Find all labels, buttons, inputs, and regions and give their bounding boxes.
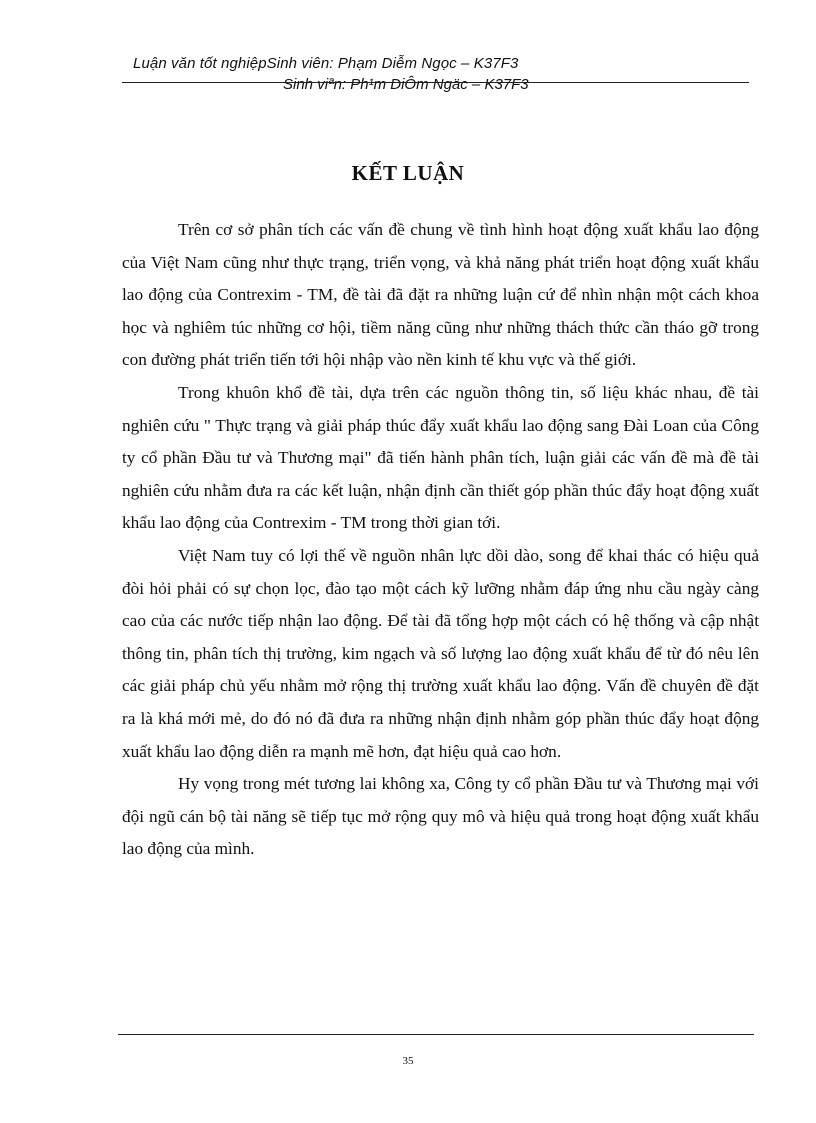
page-number: 35 (402, 1055, 414, 1067)
footer-divider (118, 1034, 754, 1035)
paragraph-4: Hy vọng trong mét tương lai không xa, Công ty cổ phần Đầu tư và Thương mại với đội ngũ cán bộ tài năng sẽ tiếp tục mở rộng quy mô và hiệu quả trong hoạt động xuất khẩu lao động của mình. (122, 774, 759, 859)
paragraph-1: Trên cơ sở phân tích các vấn đề chung về tình hình hoạt động xuất khẩu lao động của Việt Nam cũng như thực trạng, triển vọng, và khả năng phát triển hoạt động xuất khẩu lao động của Contrexim - TM, đề tài đã đặt ra những luận cứ để nhìn nhận một cách khoa học và nghiêm túc những cơ hội, tiềm năng cũng như những thách thức cần tháo gỡ trong con đường phát triển tiến tới hội nhập vào nền kinh tế khu vực và thế giới. (122, 220, 759, 370)
paragraph-2: Trong khuôn khổ đề tài, dựa trên các nguồn thông tin, số liệu khác nhau, đề tài nghiên cứu " Thực trạng và giải pháp thúc đẩy xuất khẩu lao động sang Đài Loan của Công ty cổ phần Đầu tư và Thương mại" đã tiến hành phân tích, luận giải các vấn đề mà đề tài nghiên cứu nhằm đưa ra các kết luận, nhận định cần thiết góp phần thúc đẩy hoạt động xuất khẩu lao động của Contrexim - TM trong thời gian tới. (122, 382, 759, 533)
paragraph-3: Việt Nam tuy có lợi thế về nguồn nhân lực dồi dào, song để khai thác có hiệu quả đòi hỏi phải có sự chọn lọc, đào tạo một cách kỹ lưỡng nhằm đáp ứng nhu cầu ngày càng cao của các nước tiếp nhận lao động. Để tài đã tổng hợp một cách có hệ thống và cập nhật thông tin, phân tích thị trường, kim ngạch và số lượng lao động xuất khẩu để từ đó nêu lên các giải pháp chủ yếu nhằm mở rộng thị trường xuất khẩu lao động. Vấn đề chuyên đề đặt ra là khá mới mẻ, do đó nó đã đưa ra những nhận định nhằm góp phần thúc đẩy hoạt động xuất khẩu lao động diễn ra mạnh mẽ hơn, đạt hiệu quả cao hơn. (122, 545, 759, 761)
page-title: KẾT LUẬN (351, 161, 465, 185)
running-header-garbled: Sinh viªn: Ph¹m DiÔm Ngäc – K37F3 (283, 76, 529, 93)
body-text (122, 214, 759, 866)
running-header: Luận văn tốt nghiệpSinh viên: Phạm Diễm Ngọc – K37F3 (133, 55, 519, 72)
header-divider (122, 82, 749, 83)
